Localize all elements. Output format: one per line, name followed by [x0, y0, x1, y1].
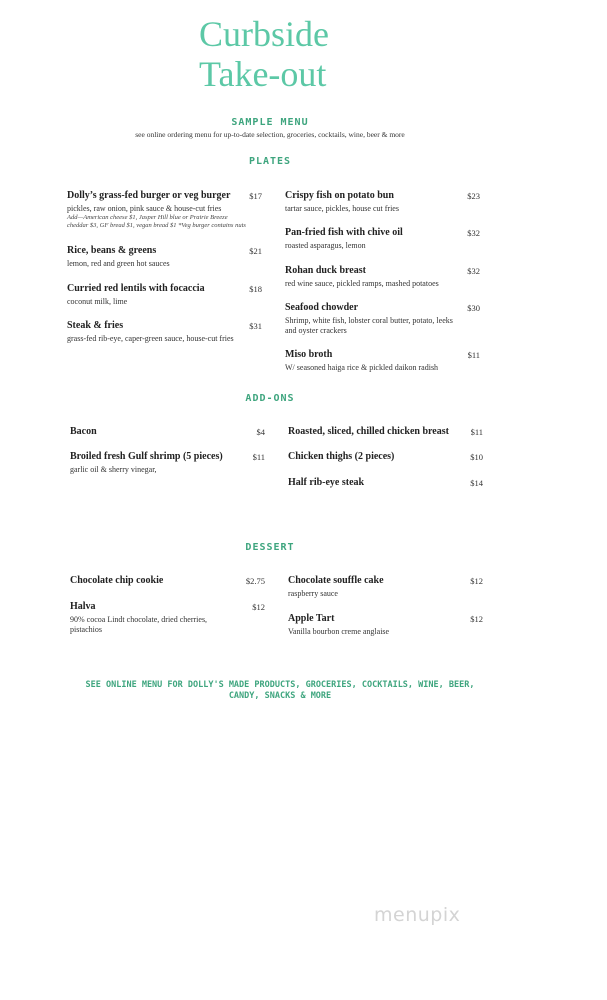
item-description: red wine sauce, pickled ramps, mashed potatoes [285, 279, 439, 288]
item-price: $10 [470, 452, 483, 462]
menu-item [67, 320, 247, 344]
item-description: 90% cocoa Lindt chocolate, dried cherries, pistachios [70, 615, 208, 634]
item-name: Chocolate souffle cake [288, 575, 384, 586]
item-description: roasted asparagus, lemon [285, 241, 366, 250]
menu-item [285, 265, 460, 289]
menu-item [70, 451, 250, 475]
menu-item [285, 349, 460, 373]
item-name: Apple Tart [288, 613, 335, 624]
item-name: Dolly’s grass-fed burger or veg burger [67, 190, 231, 201]
menu-item [288, 477, 468, 489]
item-name: Chocolate chip cookie [70, 575, 164, 586]
footer-line-1: SEE ONLINE MENU FOR DOLLY'S MADE PRODUCTS, GROCERIES, COCKTAILS, WINE, BEER, [85, 680, 475, 690]
item-description: W/ seasoned haiga rice & pickled daikon radish [285, 363, 439, 372]
item-price: $32 [467, 266, 480, 276]
menu-item [288, 451, 468, 463]
item-price: $18 [249, 284, 262, 294]
item-description: lemon, red and green hot sauces [67, 259, 170, 268]
item-name: Miso broth [285, 349, 333, 360]
item-price: $11 [467, 350, 480, 360]
item-price: $4 [256, 427, 265, 437]
item-price: $23 [467, 191, 480, 201]
item-description: raspberry sauce [288, 589, 338, 598]
title-line-1: Curbside [199, 14, 329, 54]
item-description: garlic oil & sherry vinegar, [70, 465, 157, 474]
item-price: $30 [467, 303, 480, 313]
item-name: Chicken thighs (2 pieces) [288, 451, 395, 462]
menupix-watermark: menupix [374, 904, 461, 926]
item-name: Steak & fries [67, 320, 124, 331]
item-price: $14 [470, 478, 483, 488]
footer-line-2: CANDY, SNACKS & MORE [228, 691, 332, 701]
item-name: Rice, beans & greens [67, 245, 157, 256]
menu-item [288, 426, 468, 438]
menu-item [70, 601, 240, 635]
item-price: $17 [249, 191, 262, 201]
menu-item [288, 575, 468, 599]
item-price: $12 [252, 602, 265, 612]
item-description: Shrimp, white fish, lobster coral butter, potato, leeks and oyster crackers [285, 316, 453, 335]
menu-item [285, 227, 460, 251]
addons-heading: ADD-ONS [245, 393, 295, 404]
sample-menu-heading: SAMPLE MENU [231, 117, 309, 128]
menu-item [70, 426, 250, 438]
item-price: $12 [470, 576, 483, 586]
item-name: Pan-fried fish with chive oil [285, 227, 403, 238]
footer-note [80, 680, 480, 702]
item-description: pickles, raw onion, pink sauce & house-cut fries [67, 204, 222, 213]
item-name: Halva [70, 601, 96, 612]
item-description: tartar sauce, pickles, house cut fries [285, 204, 399, 213]
item-name: Half rib-eye steak [288, 477, 365, 488]
item-price: $11 [252, 452, 265, 462]
item-description: coconut milk, lime [67, 297, 128, 306]
item-name: Crispy fish on potato bun [285, 190, 394, 201]
title-line-2: Take-out [199, 54, 327, 94]
item-price: $12 [470, 614, 483, 624]
item-name: Curried red lentils with focaccia [67, 283, 205, 294]
item-price: $32 [467, 228, 480, 238]
item-note: Add—American cheese $1, Jasper Hill blue or Prairie Breeze cheddar $3, GF bread $1, vegan bread $1 *Veg burger contains nuts [67, 214, 246, 229]
menu-item [285, 190, 460, 214]
page-title [199, 14, 329, 94]
item-name: Bacon [70, 426, 97, 437]
menu-item [67, 245, 247, 269]
dessert-heading: DESSERT [245, 542, 295, 553]
item-name: Rohan duck breast [285, 265, 366, 276]
menu-item [285, 302, 460, 336]
item-price: $11 [470, 427, 483, 437]
item-name: Seafood chowder [285, 302, 359, 313]
item-name: Broiled fresh Gulf shrimp (5 pieces) [70, 451, 223, 462]
menu-item [67, 190, 247, 230]
item-price: $21 [249, 246, 262, 256]
item-description: grass-fed rib-eye, caper-green sauce, house-cut fries [67, 334, 234, 343]
item-price: $2.75 [245, 576, 265, 586]
sample-menu-note: see online ordering menu for up-to-date selection, groceries, cocktails, wine, beer & more [135, 130, 405, 139]
menu-item [67, 283, 247, 307]
menu-item [70, 575, 250, 587]
plates-heading: PLATES [248, 156, 292, 167]
item-name: Roasted, sliced, chilled chicken breast [288, 426, 449, 437]
item-price: $31 [249, 321, 262, 331]
menu-item [288, 613, 468, 637]
item-description: Vanilla bourbon creme anglaise [288, 627, 390, 636]
